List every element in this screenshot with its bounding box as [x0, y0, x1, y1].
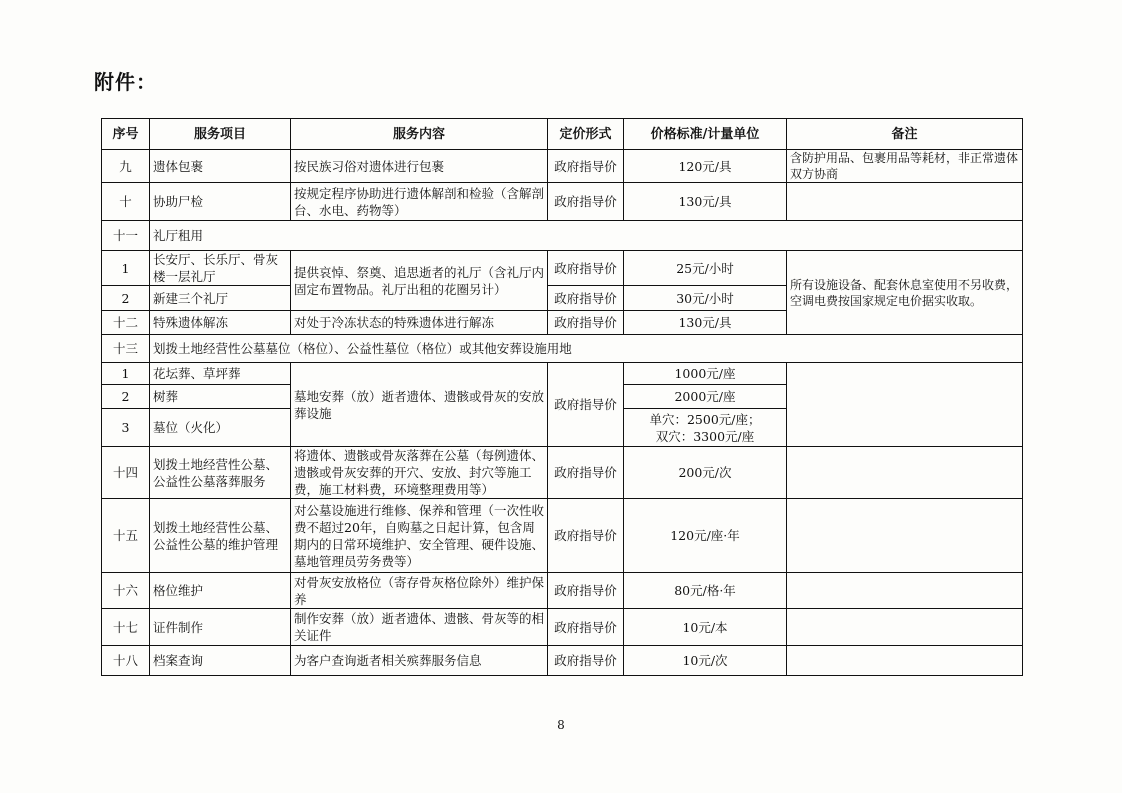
row-content: 按规定程序协助进行遗体解剖和检验（含解剖台、水电、药物等）: [291, 183, 548, 221]
row-no: 1: [102, 251, 150, 286]
row-content: 对骨灰安放格位（寄存骨灰格位除外）维护保养: [291, 573, 548, 609]
row-item: 墓位（火化）: [150, 409, 291, 447]
row-price: 120元/具: [624, 150, 787, 183]
row-price: 30元/小时: [624, 286, 787, 311]
row-note: [787, 646, 1023, 676]
row-item: 特殊遗体解冻: [150, 311, 291, 335]
row-price: 120元/座·年: [624, 499, 787, 573]
row-no: 2: [102, 286, 150, 311]
table-row: [102, 499, 1023, 573]
row-content: 对处于冷冻状态的特殊遗体进行解冻: [291, 311, 548, 335]
row-item: 树葬: [150, 385, 291, 409]
col-header-item: 服务项目: [150, 119, 291, 150]
table-row: [102, 447, 1023, 499]
row-item: 格位维护: [150, 573, 291, 609]
row-note: [787, 447, 1023, 499]
row-content: 为客户查询逝者相关殡葬服务信息: [291, 646, 548, 676]
row-note: [787, 609, 1023, 646]
row-note: [787, 183, 1023, 221]
row-note: 所有设施设备、配套休息室使用不另收费，空调电费按国家规定电价据实收取。: [787, 251, 1023, 335]
row-note: [787, 573, 1023, 609]
row-no: 2: [102, 385, 150, 409]
row-no: 3: [102, 409, 150, 447]
price-single: 单穴：2500元/座；: [649, 411, 761, 427]
row-note: 含防护用品、包裹用品等耗材，非正常遗体双方协商: [787, 150, 1023, 183]
row-pricing: 政府指导价: [548, 646, 624, 676]
page-number: 8: [557, 718, 565, 732]
row-content: 对公墓设施进行维修、保养和管理（一次性收费不超过20年，自购墓之日起计算，包含周期内的日常环境维护、安全管理、硬件设施、墓地管理员劳务费等）: [291, 499, 548, 573]
row-item: 新建三个礼厅: [150, 286, 291, 311]
row-item: 划拨土地经营性公墓、公益性公墓落葬服务: [150, 447, 291, 499]
row-pricing: 政府指导价: [548, 150, 624, 183]
row-content: 按民族习俗对遗体进行包裹: [291, 150, 548, 183]
row-section-title: 礼厅租用: [150, 221, 1023, 251]
table-row: [102, 609, 1023, 646]
row-content: 提供哀悼、祭奠、追思逝者的礼厅（含礼厅内固定布置物品。礼厅出租的花圈另计）: [291, 251, 548, 311]
row-note: [787, 363, 1023, 447]
row-pricing: 政府指导价: [548, 447, 624, 499]
row-no: 十七: [102, 609, 150, 646]
row-item: 花坛葬、草坪葬: [150, 363, 291, 385]
table-row: [102, 221, 1023, 251]
row-no: 十三: [102, 335, 150, 363]
row-no: 十八: [102, 646, 150, 676]
row-pricing: 政府指导价: [548, 286, 624, 311]
row-price: 25元/小时: [624, 251, 787, 286]
col-header-pricing: 定价形式: [548, 119, 624, 150]
row-pricing: 政府指导价: [548, 311, 624, 335]
table-row: [102, 335, 1023, 363]
col-header-content: 服务内容: [291, 119, 548, 150]
row-content: 墓地安葬（放）逝者遗体、遗骸或骨灰的安放葬设施: [291, 363, 548, 447]
row-price: 80元/格·年: [624, 573, 787, 609]
table-header-row: [102, 119, 1023, 150]
row-item: 档案查询: [150, 646, 291, 676]
attachment-heading: 附件：: [94, 70, 157, 94]
row-price: 200元/次: [624, 447, 787, 499]
row-pricing: 政府指导价: [548, 183, 624, 221]
row-no: 九: [102, 150, 150, 183]
col-header-price: 价格标准/计量单位: [624, 119, 787, 150]
col-header-note: 备注: [787, 119, 1023, 150]
row-no: 十六: [102, 573, 150, 609]
row-no: 十四: [102, 447, 150, 499]
row-no: 十一: [102, 221, 150, 251]
row-item: 划拨土地经营性公墓、公益性公墓的维护管理: [150, 499, 291, 573]
row-section-title: 划拨土地经营性公墓墓位（格位）、公益性墓位（格位）或其他安葬设施用地: [150, 335, 1023, 363]
price-double: 双穴：3300元/座: [655, 428, 755, 444]
table-row: [102, 251, 1023, 286]
row-no: 十二: [102, 311, 150, 335]
table-row: [102, 573, 1023, 609]
row-item: 长安厅、长乐厅、骨灰楼一层礼厅: [150, 251, 291, 286]
row-pricing: 政府指导价: [548, 251, 624, 286]
row-content: 制作安葬（放）逝者遗体、遗骸、骨灰等的相关证件: [291, 609, 548, 646]
row-price: 130元/具: [624, 311, 787, 335]
row-price: [624, 409, 787, 447]
row-item: 遗体包裹: [150, 150, 291, 183]
row-no: 十五: [102, 499, 150, 573]
row-pricing: 政府指导价: [548, 363, 624, 447]
table-row: [102, 646, 1023, 676]
row-note: [787, 499, 1023, 573]
table-row: [102, 150, 1023, 183]
col-header-no: 序号: [102, 119, 150, 150]
row-content: 将遗体、遗骸或骨灰落葬在公墓（每例遗体、遗骸或骨灰安葬的开穴、安放、封穴等施工费，施工材料费，环境整理费用等）: [291, 447, 548, 499]
table-row: [102, 363, 1023, 385]
row-price: 10元/次: [624, 646, 787, 676]
row-price: 1000元/座: [624, 363, 787, 385]
row-pricing: 政府指导价: [548, 499, 624, 573]
row-pricing: 政府指导价: [548, 609, 624, 646]
row-price: 130元/具: [624, 183, 787, 221]
table-row: [102, 183, 1023, 221]
row-item: 证件制作: [150, 609, 291, 646]
row-price: 2000元/座: [624, 385, 787, 409]
fee-table: [101, 118, 1023, 676]
row-item: 协助尸检: [150, 183, 291, 221]
row-no: 1: [102, 363, 150, 385]
row-no: 十: [102, 183, 150, 221]
row-price: 10元/本: [624, 609, 787, 646]
row-pricing: 政府指导价: [548, 573, 624, 609]
